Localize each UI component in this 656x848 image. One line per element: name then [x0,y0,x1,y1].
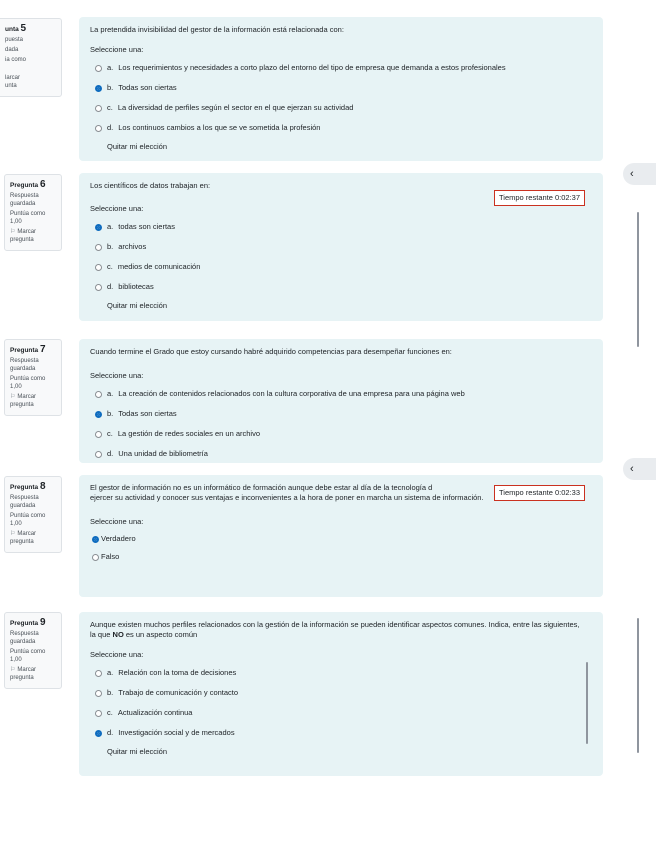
radio-button[interactable] [95,284,102,291]
flag-icon: ⚐ [10,394,16,400]
radio-button-selected[interactable] [95,411,102,418]
answer-option-a[interactable]: a. Relación con la toma de decisiones [90,663,592,683]
state-text: Respuesta guardada [10,631,39,645]
question-card-9 [79,612,603,776]
flag-question-link[interactable]: ⚐ Marcar pregunta [10,229,37,243]
question-text: Aunque existen muchos perfiles relacionados con la gestión de la información se pueden identificar aspectos comunes. Indica, entre las siguientes, la que NO es un aspecto común [90,620,580,639]
question-text: El gestor de información no es un informático de formación aunque debe estar al día de la tecnología d ejercer su actividad y conocer sus ventajas e inconvenientes a la hora de poner en marcha un sistema de información. [90,483,484,502]
chevron-left-icon: ‹ [630,168,634,180]
radio-button[interactable] [95,244,102,251]
question-info-9 [4,612,62,689]
question-card-5 [79,17,603,161]
question-text: La pretendida invisibilidad del gestor de la información está relacionada con: [90,25,344,34]
question-number: Pregunta 6 [10,179,46,190]
question-info-8 [4,476,62,553]
clear-choice-link[interactable]: Quitar mi elección [107,142,168,151]
answer-option-d[interactable]: d. Investigación social y de mercados [90,723,592,743]
time-remaining: Tiempo restante 0:02:33 [494,485,585,501]
question-info-6 [4,174,62,251]
radio-button[interactable] [95,125,102,132]
answer-option-d[interactable]: d. Una unidad de bibliometría [90,444,592,464]
question-card-7 [79,339,603,463]
radio-button[interactable] [95,65,102,72]
flag-icon: ⚐ [10,667,16,673]
question-text: Cuando termine el Grado que estoy cursando habré adquirido competencias para desempeñar funciones en: [90,347,452,356]
radio-button[interactable] [95,670,102,677]
question-info-7 [4,339,62,416]
flag-question-link[interactable]: ⚐ Marcar pregunta [10,531,37,545]
chevron-left-icon: ‹ [630,463,634,475]
answer-option-b[interactable]: b. archivos [90,237,592,257]
grade-label: Puntúa como 1,00 [10,211,46,225]
answer-option-c[interactable]: c. La diversidad de perfiles según el sector en el que ejerzan su actividad [90,98,592,118]
flag-question-link[interactable]: ⚐ Marcar pregunta [10,667,37,681]
radio-button-selected[interactable] [95,730,102,737]
radio-button[interactable] [95,690,102,697]
clear-choice-link[interactable]: Quitar mi elección [107,301,168,310]
answer-option-c[interactable]: c. medios de comunicación [90,257,592,277]
answer-option-true[interactable]: Verdadero [90,530,592,548]
answer-option-a[interactable]: a. todas son ciertas [90,217,592,237]
radio-button-selected[interactable] [95,224,102,231]
answer-prompt: Seleccione una: [90,45,144,54]
question-text: Los científicos de datos trabajan en: [90,181,211,190]
radio-button-selected[interactable] [92,536,99,543]
answer-prompt: Seleccione una: [90,371,144,380]
block-drawer-toggle[interactable] [623,163,656,185]
answer-option-false[interactable]: Falso [90,548,592,566]
grade-label: ia como [5,57,27,63]
grade-label: Puntúa como 1,00 [10,649,46,663]
scrollbar[interactable] [637,618,639,753]
radio-button[interactable] [95,105,102,112]
radio-button[interactable] [95,391,102,398]
block-drawer-toggle[interactable] [623,458,656,480]
clear-choice-link[interactable]: Quitar mi elección [107,747,168,756]
state-text: dada [5,47,19,53]
question-number: Pregunta 9 [10,617,46,628]
answer-option-c[interactable]: c. Actualización continua [90,703,592,723]
flag-question-link[interactable]: ⚐ Marcar pregunta [10,394,37,408]
radio-button[interactable] [95,264,102,271]
answer-option-b[interactable]: b. Todas son ciertas [90,78,592,98]
grade-label: Puntúa como 1,00 [10,513,46,527]
question-number: unta 5 [5,23,27,34]
flag-icon: ⚐ [10,229,16,235]
answer-option-b[interactable]: b. Trabajo de comunicación y contacto [90,683,592,703]
question-info-5 [0,18,62,97]
time-remaining: Tiempo restante 0:02:37 [494,190,585,206]
radio-button[interactable] [95,451,102,458]
scrollbar[interactable] [637,212,639,347]
state-text: puesta [5,37,24,43]
answer-prompt: Seleccione una: [90,650,144,659]
state-text: Respuesta guardada [10,358,39,372]
radio-button-selected[interactable] [95,85,102,92]
flag-question-link[interactable]: larcar unta [5,75,21,89]
radio-button[interactable] [95,431,102,438]
flag-icon: ⚐ [10,531,16,537]
radio-button[interactable] [92,554,99,561]
answer-option-d[interactable]: d. bibliotecas [90,277,592,297]
answer-option-a[interactable]: a. La creación de contenidos relacionados con la cultura corporativa de una empresa para una página web [90,384,592,404]
answer-option-b[interactable]: b. Todas son ciertas [90,404,592,424]
scrollbar[interactable] [586,662,588,744]
radio-button[interactable] [95,710,102,717]
question-number: Pregunta 8 [10,481,46,492]
state-text: Respuesta guardada [10,193,39,207]
answer-prompt: Seleccione una: [90,204,144,213]
answer-option-c[interactable]: c. La gestión de redes sociales en un archivo [90,424,592,444]
state-text: Respuesta guardada [10,495,39,509]
answer-option-d[interactable]: d. Los continuos cambios a los que se ve sometida la profesión [90,118,592,138]
answer-option-a[interactable]: a. Los requerimientos y necesidades a corto plazo del entorno del tipo de empresa que demanda a estos profesionales [90,58,592,78]
grade-label: Puntúa como 1,00 [10,376,46,390]
answer-prompt: Seleccione una: [90,517,144,526]
question-number: Pregunta 7 [10,344,46,355]
